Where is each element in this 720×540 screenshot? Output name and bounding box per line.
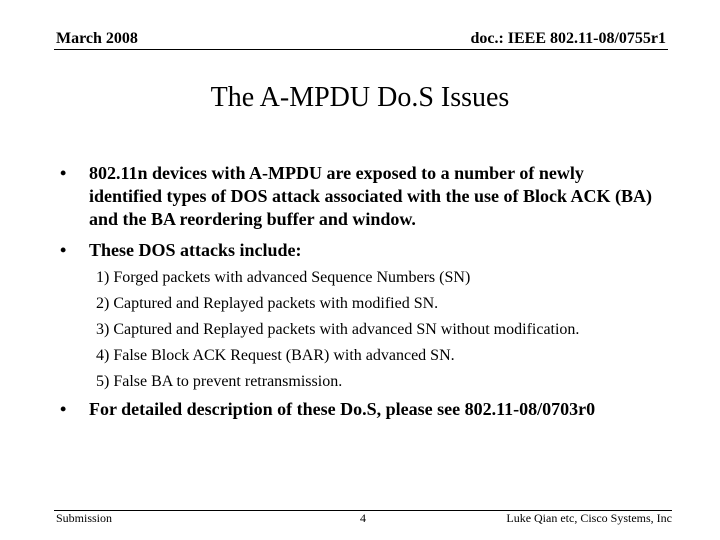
bullet-text: 802.11n devices with A-MPDU are exposed to a number of newly identified types of DOS attack associated with the use of Block ACK (BA) and the BA reordering buffer and window. xyxy=(89,163,652,229)
attack-list-item: 4) False Block ACK Request (BAR) with advanced SN. xyxy=(96,347,455,364)
header-date: March 2008 xyxy=(56,30,138,47)
attack-list-item: 3) Captured and Replayed packets with advanced SN without modification. xyxy=(96,321,580,338)
attack-list-item: 1) Forged packets with advanced Sequence Numbers (SN) xyxy=(96,269,471,286)
attack-list xyxy=(96,265,579,395)
attack-list-item: 2) Captured and Replayed packets with modified SN. xyxy=(96,295,439,312)
header-doc-id: doc.: IEEE 802.11-08/0755r1 xyxy=(470,30,666,47)
page-number: 4 xyxy=(360,511,366,525)
bullet-item xyxy=(60,162,680,232)
bullet-text: These DOS attacks include: xyxy=(89,240,302,260)
footer-submission: Submission xyxy=(56,511,113,525)
attack-list-item: 5) False BA to prevent retransmission. xyxy=(96,373,343,390)
bullet-item xyxy=(60,239,680,262)
bullet-item xyxy=(60,398,700,421)
footer-author: Luke Qian etc, Cisco Systems, Inc xyxy=(506,511,672,525)
header-rule xyxy=(54,49,668,50)
bullet-marker: • xyxy=(60,399,67,419)
bullet-marker: • xyxy=(60,240,67,260)
slide-title: The A-MPDU Do.S Issues xyxy=(210,82,510,113)
bullet-text: For detailed description of these Do.S, please see 802.11-08/0703r0 xyxy=(89,399,596,419)
bullet-marker: • xyxy=(60,163,67,183)
